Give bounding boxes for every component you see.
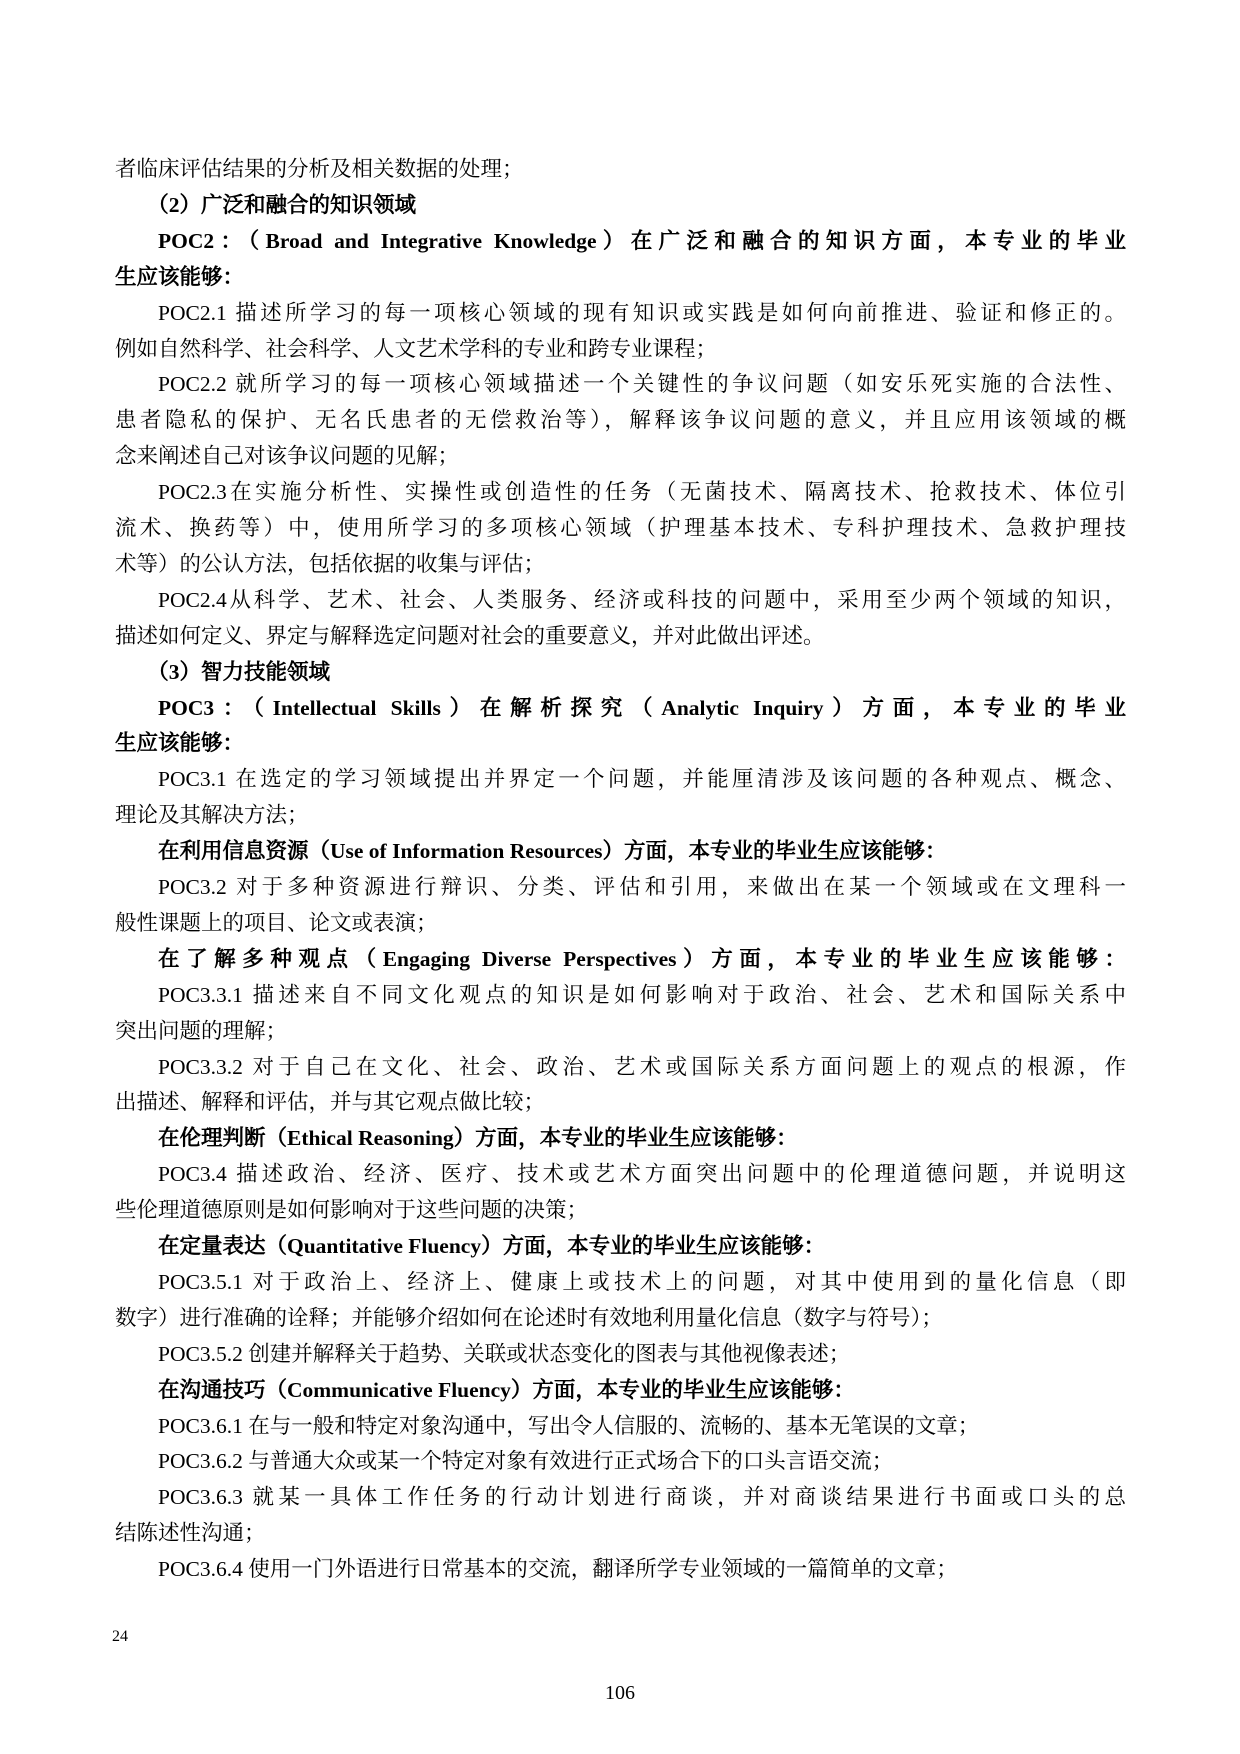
section-heading-line: 在了解多种观点（Engaging Diverse Perspectives）方面，本专业的毕业生应该能够： (158, 946, 1126, 971)
paragraph-line: POC2.1 描述所学习的每一项核心领域的现有知识或实践是如何向前推进、验证和修正的。 (158, 300, 1126, 325)
section-heading-line: 在伦理判断（Ethical Reasoning）方面，本专业的毕业生应该能够： (158, 1126, 798, 1151)
paragraph-line: POC3.5.2 创建并解释关于趋势、关联或状态变化的图表与其他视像表述； (158, 1341, 851, 1366)
paragraph-line: POC2.3在实施分析性、实操性或创造性的任务（无菌技术、隔离技术、抢救技术、体位引 (158, 480, 1126, 505)
paragraph-line: 例如自然科学、社会科学、人文艺术学科的专业和跨专业课程； (115, 336, 718, 361)
section-heading-line: （2）广泛和融合的知识领域 (147, 192, 417, 217)
paragraph-line: POC2.4从科学、艺术、社会、人类服务、经济或科技的问题中，采用至少两个领域的知识， (158, 587, 1126, 612)
paragraph-line: POC3.6.1 在与一般和特定对象沟通中，写出令人信服的、流畅的、基本无笔误的文章； (158, 1413, 980, 1438)
paragraph-line: POC3.6.4 使用一门外语进行日常基本的交流，翻译所学专业领域的一篇简单的文章； (158, 1557, 958, 1582)
page-number: 106 (605, 1682, 635, 1704)
paragraph-line: 出描述、解释和评估，并与其它观点做比较； (115, 1090, 546, 1115)
paragraph-line: POC3.6.2 与普通大众或某一个特定对象有效进行正式场合下的口头言语交流； (158, 1449, 894, 1474)
paragraph-line: POC2.2 就所学习的每一项核心领域描述一个关键性的争议问题（如安乐死实施的合法性、 (158, 372, 1126, 397)
paragraph-line: 数字）进行准确的诠释；并能够介绍如何在论述时有效地利用量化信息（数字与符号）； (115, 1305, 943, 1330)
section-heading-line: 生应该能够： (115, 264, 245, 289)
paragraph-line: POC3.3.2 对于自己在文化、社会、政治、艺术或国际关系方面问题上的观点的根源，作 (158, 1054, 1126, 1079)
section-heading-line: （3）智力技能领域 (147, 659, 331, 684)
paragraph-line: POC3.1 在选定的学习领域提出并界定一个问题，并能厘清涉及该问题的各种观点、概念、 (158, 767, 1126, 792)
paragraph-line: POC3.6.3 就某一具体工作任务的行动计划进行商谈，并对商谈结果进行书面或口头的总 (158, 1485, 1126, 1510)
section-heading-line: 在利用信息资源（Use of Information Resources）方面，本专业的毕业生应该能够： (158, 839, 947, 864)
paragraph-line: 者临床评估结果的分析及相关数据的处理； (115, 157, 524, 181)
paragraph-line: 描述如何定义、界定与解释选定问题对社会的重要意义，并对此做出评述。 (115, 623, 825, 648)
paragraph-line: POC3.3.1 描述来自不同文化观点的知识是如何影响对于政治、社会、艺术和国际关系中 (158, 982, 1126, 1007)
paragraph-line: 术等）的公认方法，包括依据的收集与评估； (115, 551, 546, 576)
paragraph-line: 患者隐私的保护、无名氏患者的无偿救治等），解释该争议问题的意义，并且应用该领域的概 (115, 408, 1126, 433)
paragraph-line: 结陈述性沟通； (115, 1521, 266, 1546)
paragraph-line: POC3.2 对于多种资源进行辩识、分类、评估和引用，来做出在某一个领域或在文理科一 (158, 875, 1126, 899)
paragraph-line: POC3.5.1 对于政治上、经济上、健康上或技术上的问题，对其中使用到的量化信息（即 (158, 1269, 1126, 1294)
section-heading-line: POC3：（Intellectual Skills）在解析探究（Analytic Inquiry）方面，本专业的毕业 (158, 695, 1126, 720)
paragraph-line: 理论及其解决方法； (115, 803, 309, 828)
paragraph-line: 些伦理道德原则是如何影响对于这些问题的决策； (115, 1198, 589, 1223)
footnote-number: 24 (112, 1628, 128, 1645)
section-heading-line: POC2：（Broad and Integrative Knowledge）在广泛和融合的知识方面，本专业的毕业 (158, 228, 1126, 253)
section-heading-line: 在定量表达（Quantitative Fluency）方面，本专业的毕业生应该能够： (158, 1234, 826, 1258)
paragraph-line: 念来阐述自己对该争议问题的见解； (115, 444, 460, 469)
paragraph-line: 般性课题上的项目、论文或表演； (115, 910, 438, 935)
section-heading-line: 在沟通技巧（Communicative Fluency）方面，本专业的毕业生应该能够： (158, 1377, 855, 1402)
paragraph-line: POC3.4 描述政治、经济、医疗、技术或艺术方面突出问题中的伦理道德问题，并说明这 (158, 1162, 1126, 1187)
paragraph-line: 流术、换药等）中，使用所学习的多项核心领域（护理基本技术、专科护理技术、急救护理技 (115, 516, 1126, 540)
paragraph-line: 突出问题的理解； (115, 1018, 288, 1043)
section-heading-line: 生应该能够： (115, 731, 245, 756)
